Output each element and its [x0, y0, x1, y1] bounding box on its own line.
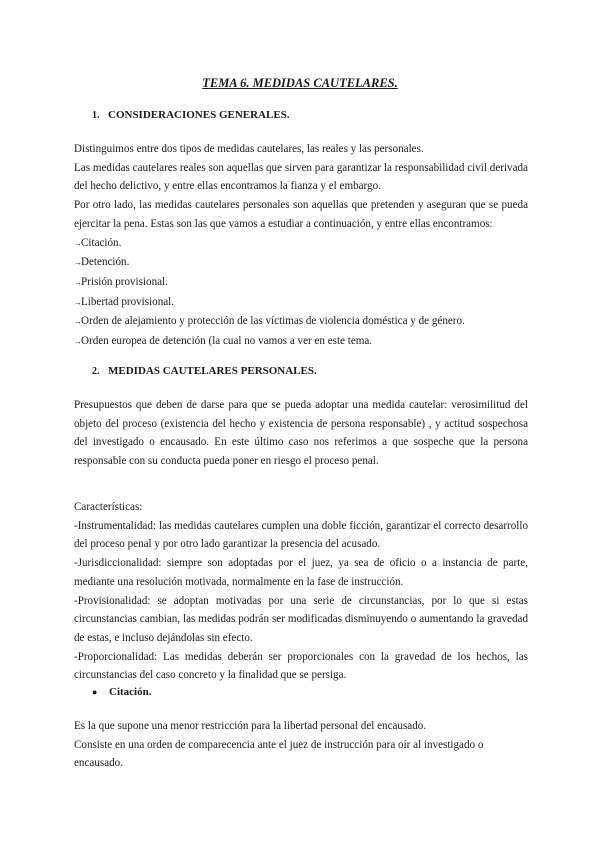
section-2-heading — [92, 365, 317, 377]
bullet-icon: ● — [92, 687, 98, 697]
section-1-heading — [92, 109, 290, 121]
list-item: →Libertad provisional. — [74, 295, 175, 308]
paragraph: Es la que supone una menor restricción para la libertad personal del encausado. — [74, 720, 427, 732]
list-item: →Prisión provisional. — [74, 275, 168, 288]
paragraph: Consiste en una orden de comparecencia ante el juez de instrucción para oír al investigado o encausado. — [74, 738, 484, 770]
arrow-icon: → — [74, 238, 81, 248]
characteristic-item: -Instrumentalidad: las medidas cautelares cumplen una doble ficción, garantizar el correcto desarrollo del proceso penal y por otro lado garantizar la presencia del acusado. — [74, 519, 528, 551]
citacion-title: Citación. — [109, 686, 152, 698]
characteristic-item: -Provisionalidad: se adoptan motivadas por una serie de circunstancias, por lo que si estas circunstancias cambian, las medidas podrán ser modificadas disminuyendo o aumentando la gravedad de estas, e incluso dejándolas sin efecto. — [74, 594, 528, 644]
citacion-heading — [92, 686, 151, 698]
arrow-icon: → — [74, 337, 81, 347]
document-title: TEMA 6. MEDIDAS CAUTELARES. — [202, 76, 398, 90]
characteristics-label: Características: — [74, 501, 143, 513]
citacion-body — [74, 717, 528, 773]
list-item: →Orden europea de detención (la cual no vamos a ver en este tema. — [74, 335, 373, 348]
arrow-icon: → — [74, 297, 81, 307]
list-item: →Orden de alejamiento y protección de las víctimas de violencia doméstica y de género. — [74, 315, 465, 328]
section-2-number: 2. — [92, 365, 100, 377]
characteristic-item: -Jurisdiccionalidad: siempre son adoptadas por el juez, ya sea de oficio o a instancia de parte, mediante una resolución motivada, normalmente en la fase de instrucción. — [74, 557, 528, 588]
section-2-title: MEDIDAS CAUTELARES PERSONALES. — [108, 365, 317, 377]
arrow-icon: → — [74, 277, 81, 287]
list-item: →Citación. — [74, 236, 122, 249]
paragraph: Presupuestos que deben de darse para que se pueda adoptar una medida cautelar: verosimilitud del objeto del proceso (existencia del hecho y existencia de persona responsable) , y actitud sospechosa del investigado o encausado. En este último caso nos referimos a que sospeche que la persona responsable con su conducta pueda poner en riesgo el proceso penal. — [74, 399, 528, 468]
section-1-number: 1. — [92, 109, 100, 121]
list-item: →Detención. — [74, 256, 130, 269]
characteristics-block — [74, 498, 528, 685]
section-1-title: CONSIDERACIONES GENERALES. — [108, 109, 290, 121]
section-2-body — [74, 396, 528, 471]
characteristic-item: -Proporcionalidad: Las medidas deberán ser proporcionales con la gravedad de los hechos, las circunstancias del caso concreto y la finalidad que se persiga. — [74, 650, 528, 682]
paragraph: Las medidas cautelares reales son aquellas que sirven para garantizar la responsabilidad civil derivada del hecho delictivo, y entre ellas encontramos la fianza y el embargo. — [74, 161, 528, 193]
paragraph: Distinguimos entre dos tipos de medidas cautelares, las reales y las personales. — [74, 143, 424, 155]
arrow-icon: → — [74, 258, 81, 268]
arrow-icon: → — [74, 317, 81, 327]
section-1-body — [74, 140, 528, 352]
paragraph: Por otro lado, las medidas cautelares personales son aquellas que pretenden y aseguran que se pueda ejercitar la pena. Estas son las que vamos a estudiar a continuación, y entre ellas encontramos: — [74, 199, 528, 230]
